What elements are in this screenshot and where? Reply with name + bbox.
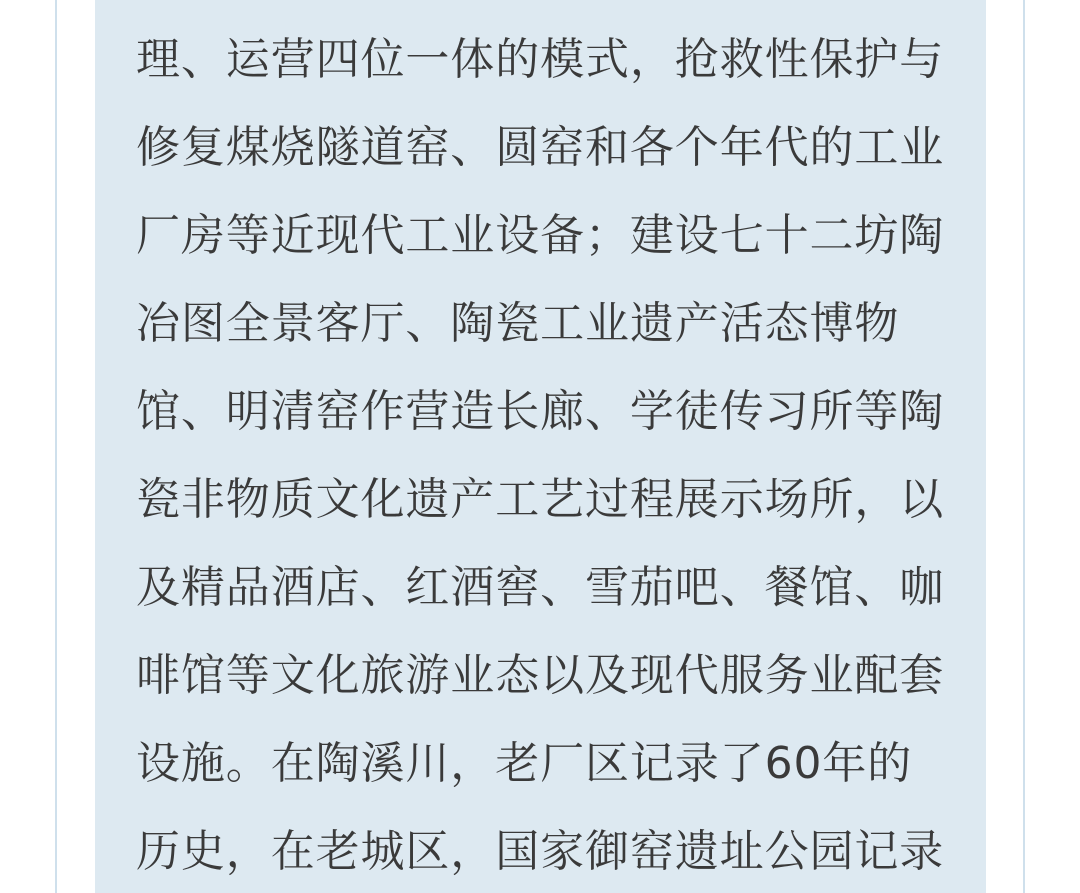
text-line: 冶图全景客厅、陶瓷工业遗产活态博物 [136, 298, 900, 349]
text-line: 瓷非物质文化遗产工艺过程展示场所，以 [136, 474, 945, 525]
article-body [136, 22, 956, 893]
text-line: 设施。在陶溪川，老厂区记录了60年的 [136, 738, 913, 789]
text-line: 厂房等近现代工业设备；建设七十二坊陶 [136, 210, 945, 261]
text-line: 理、运营四位一体的模式，抢救性保护与 [136, 34, 945, 85]
text-line: 馆、明清窑作营造长廊、学徒传习所等陶 [136, 386, 945, 437]
left-frame-line [55, 0, 57, 893]
right-frame-line [1023, 0, 1025, 893]
text-line: 修复煤烧隧道窑、圆窑和各个年代的工业 [136, 122, 945, 173]
text-line: 啡馆等文化旅游业态以及现代服务业配套 [136, 650, 945, 701]
article-panel [95, 0, 986, 893]
text-line: 及精品酒店、红酒窖、雪茄吧、餐馆、咖 [136, 562, 945, 613]
text-line: 历史，在老城区，国家御窑遗址公园记录 [136, 826, 945, 877]
